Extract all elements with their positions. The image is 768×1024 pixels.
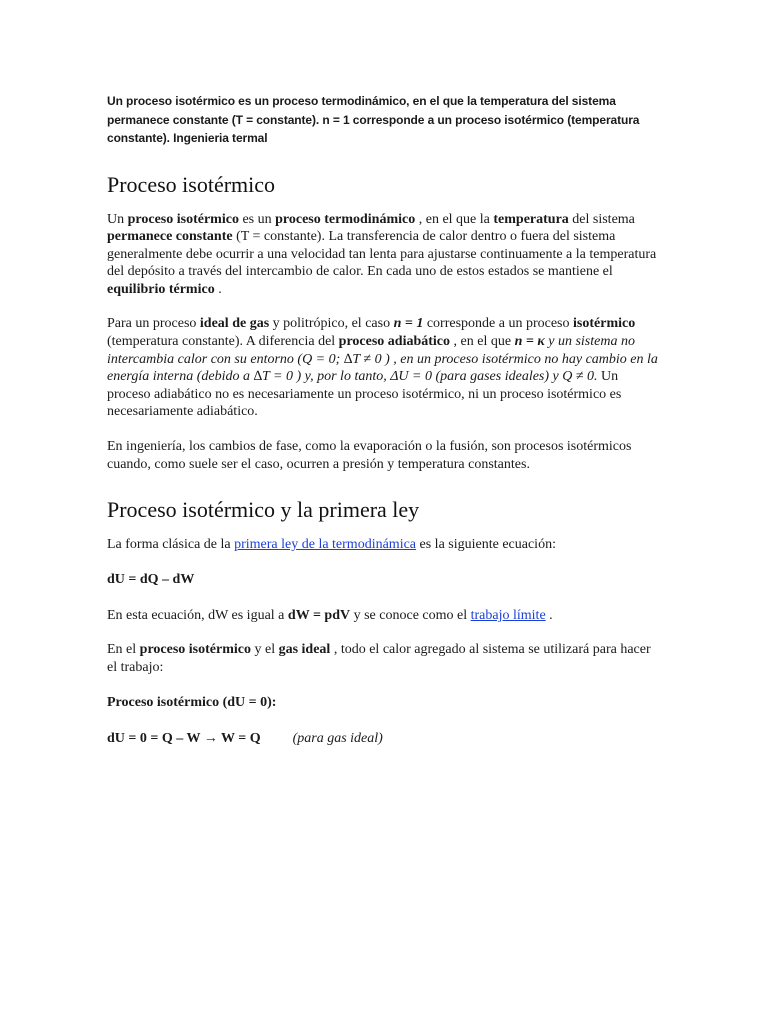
equation-note: (para gas ideal) [292, 730, 383, 746]
paragraph-ideal-gas: Para un proceso ideal de gas y politrópico, el caso n = 1 corresponde a un proceso isotérmico (temperatura constante). A diferencia del proceso adiabático , en el que n = κ y un sistema no intercambia calor con su entorno (Q = 0; ∆T ≠ 0 ) , en un proceso isotérmico no hay cambio en la energía interna (debido a ∆T = 0 ) y, por lo tanto, ΔU = 0 (para gases ideales) y Q ≠ 0. Un proceso adiabático no es necesariamente un proceso isotérmico, ni un proceso isotérmico es necesariamente adiabático. [107, 316, 658, 420]
link-primera-ley[interactable]: primera ley de la termodinámica [234, 537, 417, 553]
section-heading-primera-ley: Proceso isotérmico y la primera ley [107, 497, 420, 523]
intro-summary: Un proceso isotérmico es un proceso termodinámico, en el que la temperatura del sistema permanece constante (T = constante). n = 1 corresponde a un proceso isotérmico (temperatura constante). Ingenieria termal [107, 94, 640, 145]
link-trabajo-limite[interactable]: trabajo límite [470, 607, 546, 623]
paragraph-isothermal-ideal-gas: En el proceso isotérmico y el gas ideal , todo el calor agregado al sistema se utilizará para hacer el trabajo: [107, 642, 651, 675]
section-heading-proceso-isotermico: Proceso isotérmico [107, 171, 276, 197]
document-page [107, 92, 662, 766]
equation-work: dU = 0 = Q – W → W = Q (para gas ideal) [107, 730, 383, 746]
paragraph-first-law: La forma clásica de la primera ley de la termodinámica es la siguiente ecuación: [107, 537, 556, 553]
equation-first-law: dU = dQ – dW [107, 571, 195, 587]
paragraph-work: En esta ecuación, dW es igual a dW = pdV y se conoce como el trabajo límite . [107, 607, 553, 623]
paragraph-engineering: En ingeniería, los cambios de fase, como la evaporación o la fusión, son procesos isotérmicos cuando, como suele ser el caso, ocurren a presión y temperatura constantes. [107, 439, 632, 472]
equation-label: Proceso isotérmico (dU = 0): [107, 694, 277, 710]
paragraph-definition: Un proceso isotérmico es un proceso termodinámico , en el que la temperatura del sistema permanece constante (T = constante). La transferencia de calor dentro o fuera del sistema generalmente debe ocurrir a una velocidad tan lenta para ajustarse continuamente a la temperatura del depósito a través del intercambio de calor. En cada uno de estos estados se mantiene el equilibrio térmico . [107, 211, 657, 297]
